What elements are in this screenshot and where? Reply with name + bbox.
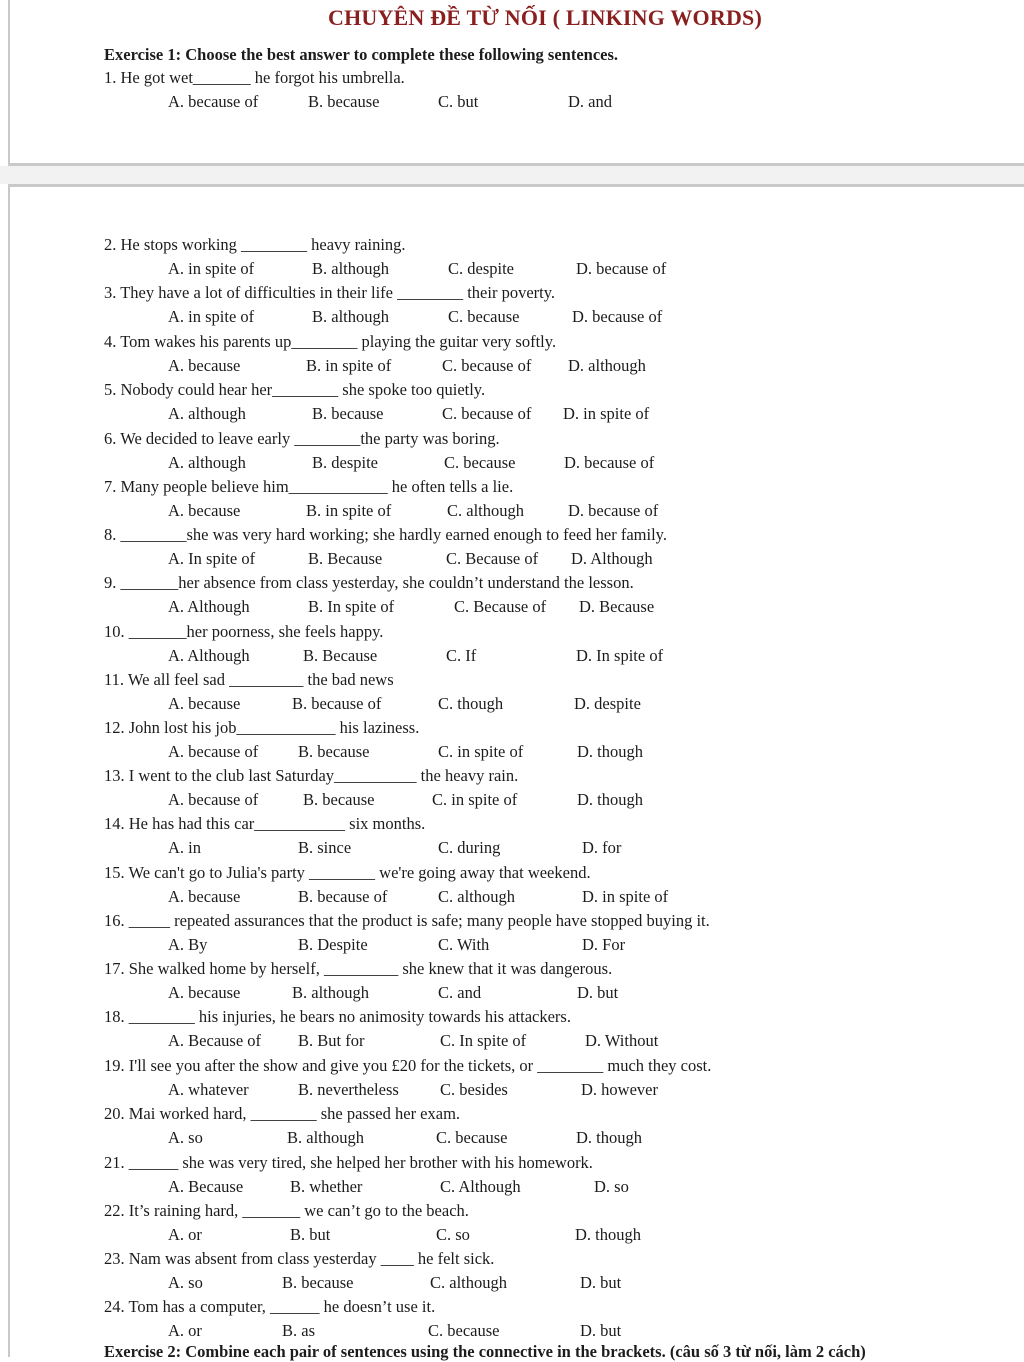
answer-option-b: B. although xyxy=(287,1128,364,1147)
question-text: 3. They have a lot of difficulties in their life ________ their poverty. xyxy=(104,283,556,302)
answer-option-d: D. For xyxy=(582,935,626,954)
answer-option-d: D. because of xyxy=(564,453,655,472)
question-text: 15. We can't go to Julia's party ________ we're going away that weekend. xyxy=(104,863,591,882)
answer-option-a: A. or xyxy=(168,1225,202,1244)
answer-option-b: B. because xyxy=(303,790,375,809)
answer-option-c: C. because of xyxy=(442,404,532,423)
answer-option-d: D. because of xyxy=(568,501,659,520)
answer-option-b: B. Despite xyxy=(298,935,368,954)
answer-option-c: C. during xyxy=(438,838,501,857)
answer-option-b: B. whether xyxy=(290,1177,363,1196)
question-text: 22. It’s raining hard, _______ we can’t go to the beach. xyxy=(104,1201,469,1220)
answer-option-d: D. In spite of xyxy=(576,646,664,665)
answer-option-c: C. Because of xyxy=(454,597,547,616)
answer-option-b: B. since xyxy=(298,838,352,857)
answer-option-c: C. because xyxy=(428,1321,500,1340)
answer-option-c: C. although xyxy=(430,1273,507,1292)
answer-option-d: D. but xyxy=(580,1321,622,1340)
page-title: CHUYÊN ĐỀ TỪ NỐI ( LINKING WORDS) xyxy=(327,5,763,30)
question-text: 9. _______her absence from class yesterday, she couldn’t understand the lesson. xyxy=(104,573,634,592)
answer-option-b: B. Because xyxy=(303,646,378,665)
answer-option-b: B. as xyxy=(282,1321,315,1340)
answer-option-c: C. because xyxy=(448,307,520,326)
exercise-2-heading: Exercise 2: Combine each pair of sentences using the connective in the brackets. (câu số 3 từ nối, làm 2 cách) xyxy=(104,1342,866,1361)
answer-option-a: A. although xyxy=(168,453,246,472)
question-text: 20. Mai worked hard, ________ she passed her exam. xyxy=(104,1104,461,1123)
answer-option-d: D. for xyxy=(582,838,622,857)
answer-option-b: B. because xyxy=(308,92,380,111)
answer-option-d: D. though xyxy=(577,790,643,809)
question-text: 17. She walked home by herself, _________ she knew that it was dangerous. xyxy=(104,959,613,978)
page-gap xyxy=(0,166,1024,184)
answer-option-c: C. because xyxy=(444,453,516,472)
question-text: 21. ______ she was very tired, she helped her brother with his homework. xyxy=(104,1153,593,1172)
answer-option-a: A. In spite of xyxy=(168,549,256,568)
answer-option-d: D. though xyxy=(576,1128,642,1147)
answer-option-b: B. although xyxy=(312,307,389,326)
answer-option-a: A. because of xyxy=(168,92,259,111)
answer-option-a: A. Because xyxy=(168,1177,244,1196)
question-text: 12. John lost his job____________ his laziness. xyxy=(104,718,420,737)
answer-option-b: B. in spite of xyxy=(306,356,392,375)
answer-option-d: D. Because xyxy=(579,597,655,616)
answer-option-c: C. and xyxy=(438,983,482,1002)
answer-option-a: A. in spite of xyxy=(168,307,255,326)
answer-option-c: C. in spite of xyxy=(432,790,518,809)
answer-option-b: B. because of xyxy=(292,694,382,713)
question-text: 6. We decided to leave early ________the party was boring. xyxy=(104,429,500,448)
answer-option-a: A. because of xyxy=(168,742,259,761)
answer-option-a: A. because xyxy=(168,983,241,1002)
answer-option-c: C. Because of xyxy=(446,549,539,568)
answer-option-d: D. though xyxy=(575,1225,641,1244)
exercise-instruction: Exercise 1: Choose the best answer to complete these following sentences. xyxy=(104,45,619,64)
answer-option-d: D. because of xyxy=(572,307,663,326)
answer-option-a: A. whatever xyxy=(168,1080,249,1099)
answer-option-b: B. but xyxy=(290,1225,331,1244)
answer-option-a: A. because xyxy=(168,694,241,713)
answer-option-a: A. because xyxy=(168,887,241,906)
answer-option-d: D. although xyxy=(568,356,646,375)
answer-option-d: D. in spite of xyxy=(582,887,669,906)
answer-option-a: A. because xyxy=(168,501,241,520)
answer-option-b: B. because of xyxy=(298,887,388,906)
answer-option-d: D. because of xyxy=(576,259,667,278)
answer-option-b: B. in spite of xyxy=(306,501,392,520)
answer-option-d: D. in spite of xyxy=(563,404,650,423)
answer-option-b: B. because xyxy=(312,404,384,423)
answer-option-c: C. despite xyxy=(448,259,514,278)
answer-option-d: D. though xyxy=(577,742,643,761)
answer-option-c: C. though xyxy=(438,694,504,713)
question-text: 16. _____ repeated assurances that the product is safe; many people have stopped buying it. xyxy=(104,911,710,930)
answer-option-b: B. In spite of xyxy=(308,597,395,616)
question-text: 24. Tom has a computer, ______ he doesn’t use it. xyxy=(104,1297,436,1316)
question-text: 4. Tom wakes his parents up________ playing the guitar very softly. xyxy=(104,332,557,351)
answer-option-a: A. in spite of xyxy=(168,259,255,278)
answer-option-b: B. despite xyxy=(312,453,378,472)
answer-option-c: C. because of xyxy=(442,356,532,375)
answer-option-b: B. nevertheless xyxy=(298,1080,399,1099)
question-text: 7. Many people believe him____________ he often tells a lie. xyxy=(104,477,514,496)
answer-option-c: C. so xyxy=(436,1225,470,1244)
answer-option-c: C. besides xyxy=(440,1080,508,1099)
answer-option-d: D. so xyxy=(594,1177,629,1196)
answer-option-c: C. If xyxy=(446,646,477,665)
answer-option-c: C. because xyxy=(436,1128,508,1147)
question-text: 8. ________she was very hard working; she hardly earned enough to feed her family. xyxy=(104,525,667,544)
question-text: 2. He stops working ________ heavy raining. xyxy=(104,235,406,254)
answer-option-d: D. but xyxy=(580,1273,622,1292)
answer-option-d: D. Although xyxy=(571,549,653,568)
question-text: 18. ________ his injuries, he bears no animosity towards his attackers. xyxy=(104,1007,571,1026)
answer-option-b: B. although xyxy=(312,259,389,278)
answer-option-d: D. despite xyxy=(574,694,641,713)
answer-option-a: A. Because of xyxy=(168,1031,262,1050)
question-text: 14. He has had this car___________ six months. xyxy=(104,814,426,833)
answer-option-a: A. although xyxy=(168,404,246,423)
answer-option-a: A. because of xyxy=(168,790,259,809)
answer-option-c: C. In spite of xyxy=(440,1031,527,1050)
answer-option-c: C. Although xyxy=(440,1177,521,1196)
question-text: 19. I'll see you after the show and give you £20 for the tickets, or ________ much they cost. xyxy=(104,1056,712,1075)
answer-option-c: C. although xyxy=(438,887,515,906)
question-text: 10. _______her poorness, she feels happy. xyxy=(104,622,384,641)
answer-option-b: B. because xyxy=(282,1273,354,1292)
answer-option-b: B. But for xyxy=(298,1031,365,1050)
answer-option-c: C. although xyxy=(447,501,524,520)
answer-option-a: A. Although xyxy=(168,646,250,665)
answer-option-c: C. but xyxy=(438,92,479,111)
answer-option-d: D. but xyxy=(577,983,619,1002)
answer-option-c: C. With xyxy=(438,935,490,954)
answer-option-b: B. Because xyxy=(308,549,383,568)
question-text: 5. Nobody could hear her________ she spoke too quietly. xyxy=(104,380,486,399)
answer-option-a: A. or xyxy=(168,1321,202,1340)
answer-option-a: A. because xyxy=(168,356,241,375)
answer-option-a: A. in xyxy=(168,838,201,857)
answer-option-a: A. so xyxy=(168,1128,203,1147)
answer-option-d: D. Without xyxy=(585,1031,659,1050)
answer-option-d: D. and xyxy=(568,92,612,111)
answer-option-c: C. in spite of xyxy=(438,742,524,761)
question-text: 1. He got wet_______ he forgot his umbrella. xyxy=(104,68,405,87)
question-text: 23. Nam was absent from class yesterday ____ he felt sick. xyxy=(104,1249,495,1268)
answer-option-b: B. although xyxy=(292,983,369,1002)
question-text: 13. I went to the club last Saturday__________ the heavy rain. xyxy=(104,766,519,785)
answer-option-d: D. however xyxy=(581,1080,658,1099)
answer-option-a: A. Although xyxy=(168,597,250,616)
answer-option-a: A. By xyxy=(168,935,208,954)
question-text: 11. We all feel sad _________ the bad news xyxy=(104,670,394,689)
answer-option-b: B. because xyxy=(298,742,370,761)
answer-option-a: A. so xyxy=(168,1273,203,1292)
